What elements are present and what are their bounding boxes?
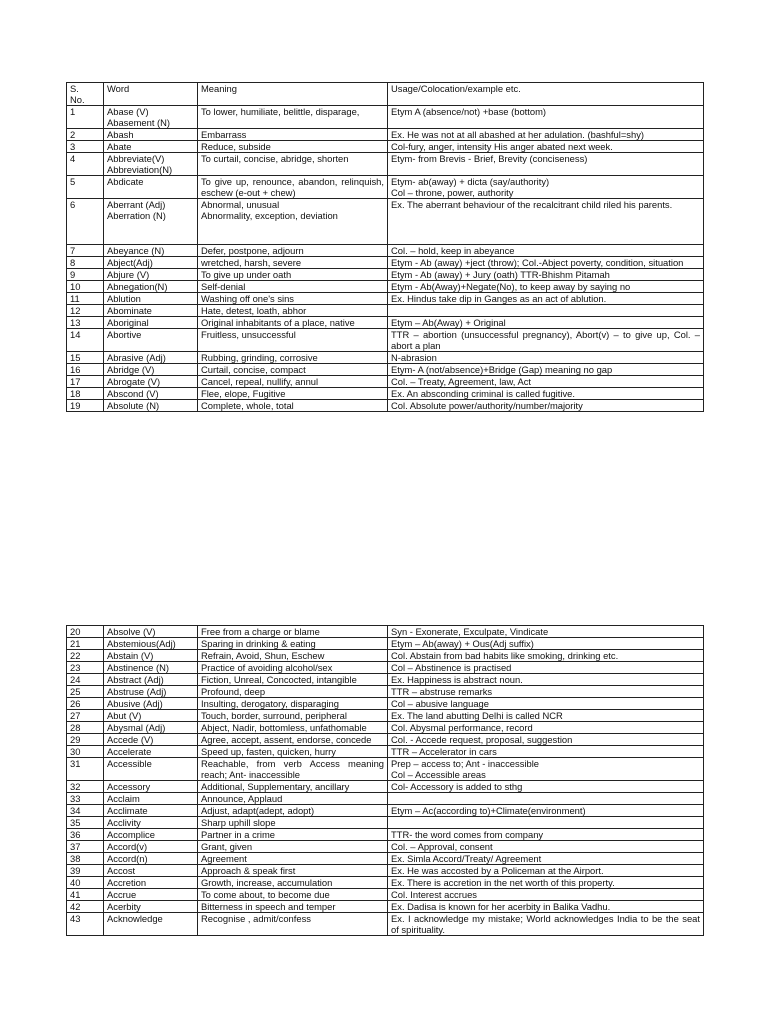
vocabulary-table-2 [66, 625, 704, 936]
table-row [67, 805, 704, 817]
row-word: Absolve (V) [104, 626, 198, 638]
table-row [67, 269, 704, 281]
row-meaning: Partner in a crime [198, 829, 388, 841]
row-usage: Col. – hold, keep in abeyance [388, 245, 704, 257]
table-row [67, 746, 704, 758]
row-number: 12 [67, 305, 104, 317]
row-word: Abate [104, 141, 198, 153]
row-meaning: Profound, deep [198, 686, 388, 698]
row-meaning: Agree, accept, assent, endorse, concede [198, 734, 388, 746]
row-usage [388, 817, 704, 829]
row-number: 10 [67, 281, 104, 293]
row-word: Abscond (V) [104, 388, 198, 400]
table-row [67, 853, 704, 865]
row-number: 24 [67, 674, 104, 686]
row-number: 30 [67, 746, 104, 758]
table-row [67, 376, 704, 388]
row-number: 37 [67, 841, 104, 853]
row-usage: Ex. There is accretion in the net worth of this property. [388, 877, 704, 889]
row-meaning: Flee, elope, Fugitive [198, 388, 388, 400]
vocabulary-table-1 [66, 82, 704, 412]
row-word: Accessible [104, 758, 198, 781]
row-number: 16 [67, 364, 104, 376]
row-usage: Col. Abstain from bad habits like smoking, drinking etc. [388, 650, 704, 662]
row-word: Abysmal (Adj) [104, 722, 198, 734]
row-usage: Etym – Ab(away) + Ous(Adj suffix) [388, 638, 704, 650]
row-word: Absolute (N) [104, 400, 198, 412]
row-usage: N-abrasion [388, 352, 704, 364]
row-usage: Col – Abstinence is practised [388, 662, 704, 674]
table-row [67, 877, 704, 889]
table-row [67, 352, 704, 364]
table-row [67, 686, 704, 698]
table-row [67, 141, 704, 153]
row-word: Accomplice [104, 829, 198, 841]
row-number: 3 [67, 141, 104, 153]
row-meaning: Touch, border, surround, peripheral [198, 710, 388, 722]
row-word: Abjure (V) [104, 269, 198, 281]
row-usage: Ex. He was not at all abashed at her adulation. (bashful=shy) [388, 129, 704, 141]
row-meaning: Hate, detest, loath, abhor [198, 305, 388, 317]
row-usage: Etym – Ab(Away) + Original [388, 317, 704, 329]
row-number: 34 [67, 805, 104, 817]
row-number: 25 [67, 686, 104, 698]
row-word: Abrasive (Adj) [104, 352, 198, 364]
row-meaning: Agreement [198, 853, 388, 865]
row-number: 26 [67, 698, 104, 710]
row-meaning: To lower, humiliate, belittle, disparage, [198, 106, 388, 129]
row-number: 23 [67, 662, 104, 674]
table-row [67, 829, 704, 841]
row-meaning: To give up under oath [198, 269, 388, 281]
row-usage: Etym A (absence/not) +base (bottom) [388, 106, 704, 129]
row-usage: Etym- from Brevis - Brief, Brevity (conciseness) [388, 153, 704, 176]
row-usage: Ex. The aberrant behaviour of the recalcitrant child riled his parents. [388, 199, 704, 245]
row-word: Abstemious(Adj) [104, 638, 198, 650]
row-word: Accord(n) [104, 853, 198, 865]
row-word: Abortive [104, 329, 198, 352]
row-usage: Ex. An absconding criminal is called fugitive. [388, 388, 704, 400]
row-word: Abase (V) Abasement (N) [104, 106, 198, 129]
table-row [67, 674, 704, 686]
header-sno: S. No. [67, 83, 104, 106]
row-meaning: Recognise , admit/confess [198, 913, 388, 936]
row-meaning: Abject, Nadir, bottomless, unfathomable [198, 722, 388, 734]
table-row [67, 305, 704, 317]
row-word: Abrogate (V) [104, 376, 198, 388]
row-word: Abdicate [104, 176, 198, 199]
row-word: Abeyance (N) [104, 245, 198, 257]
table-2-body [67, 626, 704, 936]
row-word: Abstruse (Adj) [104, 686, 198, 698]
row-word: Abusive (Adj) [104, 698, 198, 710]
row-meaning: Growth, increase, accumulation [198, 877, 388, 889]
row-meaning: Embarrass [198, 129, 388, 141]
row-usage: Ex. The land abutting Delhi is called NCR [388, 710, 704, 722]
row-number: 28 [67, 722, 104, 734]
table-row [67, 650, 704, 662]
row-meaning: Washing off one's sins [198, 293, 388, 305]
row-word: Aberrant (Adj) Aberration (N) [104, 199, 198, 245]
table-row [67, 865, 704, 877]
row-meaning: Bitterness in speech and temper [198, 901, 388, 913]
row-meaning: Self-denial [198, 281, 388, 293]
row-usage: TTR – abortion (unsuccessful pregnancy), Abort(v) – to give up, Col. – abort a plan [388, 329, 704, 352]
row-number: 27 [67, 710, 104, 722]
table-row [67, 388, 704, 400]
row-number: 40 [67, 877, 104, 889]
table-row [67, 710, 704, 722]
row-meaning: Fruitless, unsuccessful [198, 329, 388, 352]
row-usage: Ex. Happiness is abstract noun. [388, 674, 704, 686]
row-meaning: To come about, to become due [198, 889, 388, 901]
table-row [67, 734, 704, 746]
row-word: Ablution [104, 293, 198, 305]
table-row [67, 817, 704, 829]
row-usage: Col. Absolute power/authority/number/majority [388, 400, 704, 412]
row-usage: Col. – Approval, consent [388, 841, 704, 853]
row-meaning: Grant, given [198, 841, 388, 853]
row-meaning: Free from a charge or blame [198, 626, 388, 638]
row-usage: Ex. He was accosted by a Policeman at the Airport. [388, 865, 704, 877]
row-meaning: To curtail, concise, abridge, shorten [198, 153, 388, 176]
row-number: 21 [67, 638, 104, 650]
row-meaning: Cancel, repeal, nullify, annul [198, 376, 388, 388]
row-word: Accost [104, 865, 198, 877]
table-row [67, 793, 704, 805]
row-number: 1 [67, 106, 104, 129]
row-usage: Col- Accessory is added to sthg [388, 781, 704, 793]
row-number: 31 [67, 758, 104, 781]
row-meaning: Practice of avoiding alcohol/sex [198, 662, 388, 674]
table-row [67, 106, 704, 129]
row-meaning: Additional, Supplementary, ancillary [198, 781, 388, 793]
row-meaning: Defer, postpone, adjourn [198, 245, 388, 257]
row-meaning: Complete, whole, total [198, 400, 388, 412]
row-usage: Ex. Simla Accord/Treaty/ Agreement [388, 853, 704, 865]
table-row [67, 257, 704, 269]
row-word: Aboriginal [104, 317, 198, 329]
row-word: Acerbity [104, 901, 198, 913]
row-number: 6 [67, 199, 104, 245]
row-word: Abnegation(N) [104, 281, 198, 293]
row-number: 5 [67, 176, 104, 199]
table-row [67, 400, 704, 412]
row-usage [388, 793, 704, 805]
row-meaning: Reduce, subside [198, 141, 388, 153]
table-row [67, 317, 704, 329]
row-number: 42 [67, 901, 104, 913]
row-meaning: Reachable, from verb Access meaning reach; Ant- inaccessible [198, 758, 388, 781]
row-number: 13 [67, 317, 104, 329]
row-number: 18 [67, 388, 104, 400]
row-number: 35 [67, 817, 104, 829]
row-usage: Etym- A (not/absence)+Bridge (Gap) meaning no gap [388, 364, 704, 376]
row-meaning: Insulting, derogatory, disparaging [198, 698, 388, 710]
row-word: Abject(Adj) [104, 257, 198, 269]
row-number: 41 [67, 889, 104, 901]
table-row [67, 129, 704, 141]
row-number: 29 [67, 734, 104, 746]
row-usage: Col – abusive language [388, 698, 704, 710]
row-number: 33 [67, 793, 104, 805]
row-number: 14 [67, 329, 104, 352]
table-row [67, 901, 704, 913]
row-word: Accrue [104, 889, 198, 901]
table-row [67, 281, 704, 293]
row-word: Acclimate [104, 805, 198, 817]
row-usage: Col. Abysmal performance, record [388, 722, 704, 734]
row-usage: TTR- the word comes from company [388, 829, 704, 841]
row-word: Abash [104, 129, 198, 141]
row-usage: Etym - Ab (away) + Jury (oath) TTR-Bhishm Pitamah [388, 269, 704, 281]
row-number: 17 [67, 376, 104, 388]
row-number: 22 [67, 650, 104, 662]
row-number: 43 [67, 913, 104, 936]
table-row [67, 245, 704, 257]
row-word: Abbreviate(V) Abbreviation(N) [104, 153, 198, 176]
row-meaning: Rubbing, grinding, corrosive [198, 352, 388, 364]
row-word: Abstract (Adj) [104, 674, 198, 686]
table-row [67, 698, 704, 710]
table-row [67, 199, 704, 245]
row-usage: Col. - Accede request, proposal, suggestion [388, 734, 704, 746]
row-number: 2 [67, 129, 104, 141]
row-usage: Ex. Dadisa is known for her acerbity in Balika Vadhu. [388, 901, 704, 913]
row-usage: Col. – Treaty, Agreement, law, Act [388, 376, 704, 388]
row-meaning: Abnormal, unusual Abnormality, exception, deviation [198, 199, 388, 245]
row-meaning: Sharp uphill slope [198, 817, 388, 829]
row-word: Accessory [104, 781, 198, 793]
row-word: Abstain (V) [104, 650, 198, 662]
row-usage: Etym - Ab(Away)+Negate(No), to keep away by saying no [388, 281, 704, 293]
row-meaning: Sparing in drinking & eating [198, 638, 388, 650]
table-row [67, 293, 704, 305]
table-row [67, 638, 704, 650]
row-number: 8 [67, 257, 104, 269]
row-number: 11 [67, 293, 104, 305]
row-usage: TTR – Accelerator in cars [388, 746, 704, 758]
row-number: 4 [67, 153, 104, 176]
row-usage: Ex. I acknowledge my mistake; World acknowledges India to be the seat of spirituality. [388, 913, 704, 936]
row-meaning: Fiction, Unreal, Concocted, intangible [198, 674, 388, 686]
row-word: Accelerate [104, 746, 198, 758]
header-usage: Usage/Colocation/example etc. [388, 83, 704, 106]
row-usage: Etym - Ab (away) +ject (throw); Col.-Abject poverty, condition, situation [388, 257, 704, 269]
table-row [67, 722, 704, 734]
row-usage: Col-fury, anger, intensity His anger abated next week. [388, 141, 704, 153]
row-meaning: Original inhabitants of a place, native [198, 317, 388, 329]
table-row [67, 364, 704, 376]
table-row [67, 841, 704, 853]
row-meaning: Announce, Applaud [198, 793, 388, 805]
table-row [67, 781, 704, 793]
row-number: 19 [67, 400, 104, 412]
row-meaning: Speed up, fasten, quicken, hurry [198, 746, 388, 758]
table-row [67, 626, 704, 638]
header-meaning: Meaning [198, 83, 388, 106]
row-usage: TTR – abstruse remarks [388, 686, 704, 698]
row-number: 32 [67, 781, 104, 793]
row-meaning: Curtail, concise, compact [198, 364, 388, 376]
row-number: 39 [67, 865, 104, 877]
row-word: Abridge (V) [104, 364, 198, 376]
table-row [67, 913, 704, 936]
row-word: Abominate [104, 305, 198, 317]
row-word: Abut (V) [104, 710, 198, 722]
row-word: Accede (V) [104, 734, 198, 746]
row-usage: Prep – access to; Ant - inaccessible Col – Accessible areas [388, 758, 704, 781]
table-header-row [67, 83, 704, 106]
row-number: 38 [67, 853, 104, 865]
table-row [67, 176, 704, 199]
header-word: Word [104, 83, 198, 106]
table-row [67, 153, 704, 176]
row-meaning: wretched, harsh, severe [198, 257, 388, 269]
row-word: Acclaim [104, 793, 198, 805]
row-usage: Etym – Ac(according to)+Climate(environment) [388, 805, 704, 817]
row-word: Accretion [104, 877, 198, 889]
row-usage: Col. Interest accrues [388, 889, 704, 901]
row-number: 15 [67, 352, 104, 364]
row-meaning: Approach & speak first [198, 865, 388, 877]
row-number: 20 [67, 626, 104, 638]
row-meaning: Adjust, adapt(adept, adopt) [198, 805, 388, 817]
row-number: 9 [67, 269, 104, 281]
table-1-body [67, 106, 704, 412]
table-row [67, 758, 704, 781]
row-word: Accord(v) [104, 841, 198, 853]
row-word: Acclivity [104, 817, 198, 829]
row-word: Abstinence (N) [104, 662, 198, 674]
row-usage: Syn - Exonerate, Exculpate, Vindicate [388, 626, 704, 638]
row-number: 7 [67, 245, 104, 257]
table-row [67, 662, 704, 674]
row-meaning: To give up, renounce, abandon, relinquish, eschew (e-out + chew) [198, 176, 388, 199]
row-usage: Ex. Hindus take dip in Ganges as an act of ablution. [388, 293, 704, 305]
table-row [67, 889, 704, 901]
row-usage [388, 305, 704, 317]
row-usage: Etym- ab(away) + dicta (say/authority) Col – throne, power, authority [388, 176, 704, 199]
row-word: Acknowledge [104, 913, 198, 936]
row-meaning: Refrain, Avoid, Shun, Eschew [198, 650, 388, 662]
row-number: 36 [67, 829, 104, 841]
table-row [67, 329, 704, 352]
